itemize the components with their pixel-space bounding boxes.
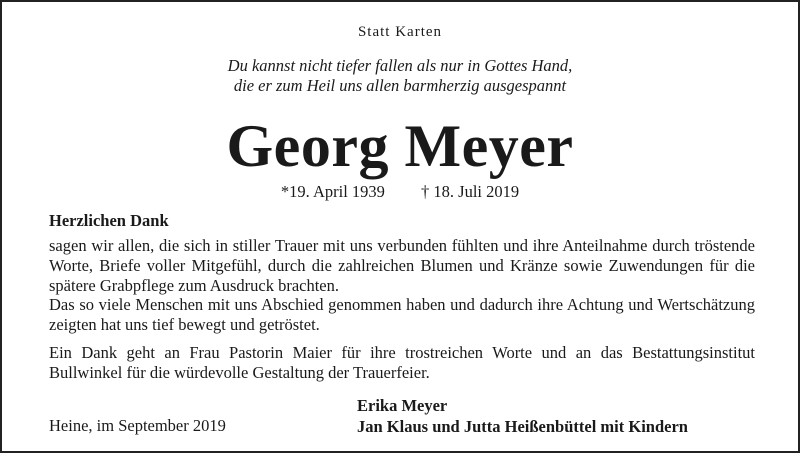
thanks-paragraph-3: Ein Dank geht an Frau Pastorin Maier für ihre trostreichen Worte und an das Bestattungsinstitut Bullwinkel für die würdevolle Gestaltung der Trauerfeier. <box>49 343 755 382</box>
signers <box>357 395 688 437</box>
thanks-paragraph-2: Das so viele Menschen mit uns Abschied genommen haben und dadurch ihre Achtung und Wertschätzung zeigten hat uns tief bewegt und getröstet. <box>49 295 755 334</box>
thanks-heading: Herzlichen Dank <box>49 211 169 230</box>
verse-line-1: Du kannst nicht tiefer fallen als nur in Gottes Hand, <box>227 56 573 75</box>
verse-line-2: die er zum Heil uns allen barmherzig ausgespannt <box>233 76 567 95</box>
place-date: Heine, im September 2019 <box>49 416 226 435</box>
deceased-name: Georg Meyer <box>226 113 574 179</box>
signer-line-2: Jan Klaus und Jutta Heißenbüttel mit Kindern <box>357 417 688 436</box>
birth-date: *19. April 1939 <box>280 182 385 201</box>
signer-line-1: Erika Meyer <box>357 396 448 415</box>
thanks-paragraph-1: sagen wir allen, die sich in stiller Trauer mit uns verbunden fühlten und ihre Anteilnahme durch tröstende Worte, Briefe voller Mitgefühl, durch die zahlreichen Blumen und Kränze sowie Zuwendungen für die spätere Grabpflege zum Ausdruck brachten. <box>49 236 755 295</box>
life-dates <box>2 182 798 202</box>
death-date: † 18. Juli 2019 <box>421 182 520 201</box>
header-text: Statt Karten <box>357 24 443 40</box>
